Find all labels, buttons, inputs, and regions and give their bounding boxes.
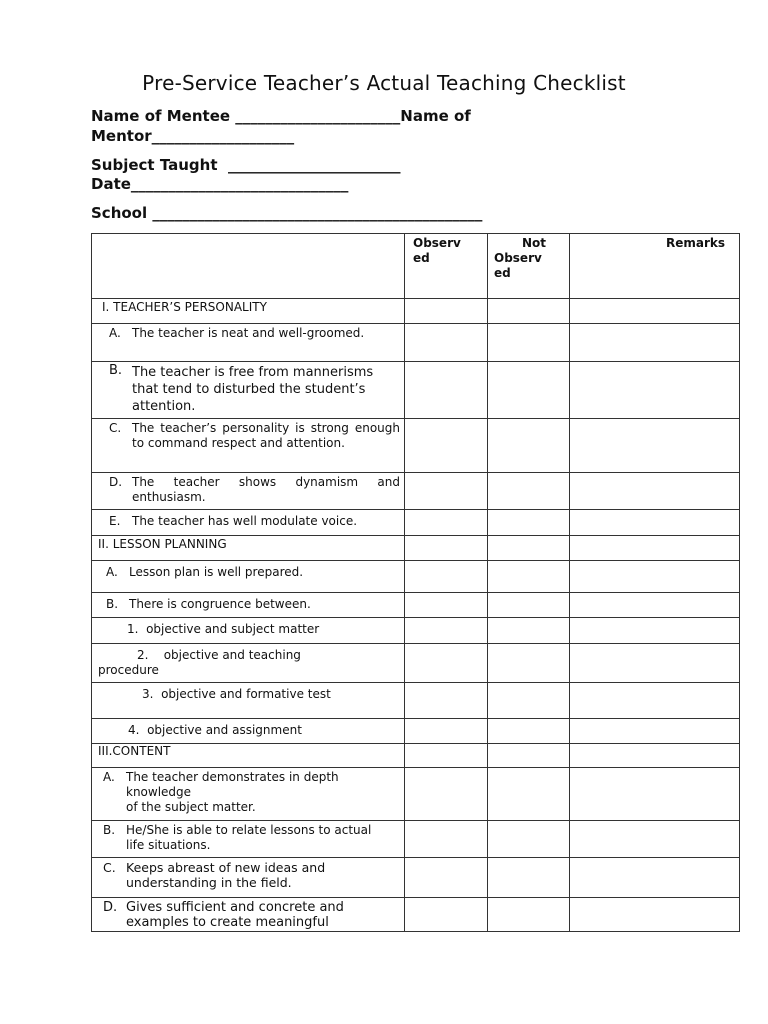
remarks-cell[interactable] <box>570 744 740 768</box>
criterion-cell <box>92 898 405 932</box>
date-blank: _____________________________ <box>130 175 349 193</box>
remarks-cell[interactable] <box>570 644 740 683</box>
remarks-cell[interactable] <box>570 683 740 719</box>
observed-cell[interactable] <box>405 362 488 419</box>
observed-cell[interactable] <box>405 561 488 593</box>
not-observed-cell[interactable] <box>488 644 570 683</box>
not-observed-cell[interactable] <box>488 473 570 510</box>
remarks-cell[interactable] <box>570 561 740 593</box>
observed-cell[interactable] <box>405 324 488 362</box>
table-row <box>92 561 740 593</box>
mentee-label: Name of Mentee <box>91 107 231 125</box>
remarks-cell[interactable] <box>570 419 740 473</box>
item-label: C. <box>109 421 122 435</box>
remarks-cell[interactable] <box>570 473 740 510</box>
mentor-blank: ___________________ <box>151 127 295 145</box>
remarks-cell[interactable] <box>570 858 740 898</box>
school-blank: ____________________________________________ <box>152 204 483 222</box>
date-field <box>91 174 531 194</box>
mentee-field <box>91 106 531 126</box>
not-observed-cell[interactable] <box>488 324 570 362</box>
not-observed-cell[interactable] <box>488 536 570 561</box>
sub-item-label: 4. <box>128 723 140 737</box>
criterion-cell <box>92 644 405 683</box>
section-row <box>92 744 740 768</box>
remarks-cell[interactable] <box>570 719 740 744</box>
item-text: The teacher has well modulate voice. <box>132 514 358 528</box>
table-row <box>92 821 740 858</box>
item-text-cont: knowledge <box>126 785 192 799</box>
not-observed-cell[interactable] <box>488 299 570 324</box>
not-observed-cell[interactable] <box>488 561 570 593</box>
header-not-observed: Not Observ ed <box>488 234 570 299</box>
subject-field <box>91 155 531 175</box>
not-observed-cell[interactable] <box>488 618 570 644</box>
observed-cell[interactable] <box>405 821 488 858</box>
remarks-cell[interactable] <box>570 898 740 932</box>
criterion-cell <box>92 362 405 419</box>
table-row <box>92 719 740 744</box>
not-observed-cell[interactable] <box>488 768 570 821</box>
item-label: D. <box>109 475 123 489</box>
date-label: Date <box>91 175 131 193</box>
header-remarks: Remarks <box>570 234 740 299</box>
table-row <box>92 419 740 473</box>
mentor-field <box>91 126 531 146</box>
table-row <box>92 898 740 932</box>
criterion-cell <box>92 419 405 473</box>
section-title: I. TEACHER’S PERSONALITY <box>92 299 405 324</box>
sub-item-label: 3. <box>142 687 154 701</box>
criterion-cell <box>92 618 405 644</box>
observed-cell[interactable] <box>405 858 488 898</box>
criterion-cell <box>92 768 405 821</box>
not-observed-cell[interactable] <box>488 683 570 719</box>
remarks-cell[interactable] <box>570 362 740 419</box>
observed-cell[interactable] <box>405 299 488 324</box>
remarks-cell[interactable] <box>570 510 740 536</box>
sub-item-label: 1. <box>127 622 139 636</box>
sub-item-text-cont: procedure <box>98 663 159 677</box>
table-row <box>92 510 740 536</box>
criterion-cell <box>92 324 405 362</box>
not-observed-cell[interactable] <box>488 593 570 618</box>
sub-item-text: objective and formative test <box>161 687 331 701</box>
table-row <box>92 768 740 821</box>
item-text: The teacher is neat and well-groomed. <box>132 326 365 340</box>
observed-cell[interactable] <box>405 768 488 821</box>
item-text: He/She is able to relate lessons to actual life situations. <box>126 823 372 852</box>
item-text: The teacher demonstrates in depth <box>126 770 339 784</box>
sub-item-text: objective and teaching <box>163 648 301 662</box>
criterion-cell <box>92 719 405 744</box>
table-row <box>92 473 740 510</box>
not-observed-cell[interactable] <box>488 898 570 932</box>
item-label: A. <box>106 565 118 579</box>
item-label: C. <box>103 860 116 875</box>
item-label: A. <box>103 770 115 784</box>
table-row <box>92 324 740 362</box>
not-observed-cell[interactable] <box>488 719 570 744</box>
section-title: II. LESSON PLANNING <box>92 536 405 561</box>
criterion-cell <box>92 593 405 618</box>
header-criteria-cell <box>92 234 405 299</box>
item-label: A. <box>109 326 121 340</box>
section-row <box>92 536 740 561</box>
mentee-blank: ______________________ <box>235 107 401 125</box>
table-row <box>92 362 740 419</box>
item-label: B. <box>103 823 116 837</box>
criterion-cell <box>92 858 405 898</box>
school-label: School <box>91 204 148 222</box>
item-text: The teacher shows dynamism and enthusiasm. <box>132 475 400 504</box>
observed-cell[interactable] <box>405 510 488 536</box>
item-label: B. <box>106 597 119 611</box>
table-row <box>92 593 740 618</box>
observed-cell[interactable] <box>405 683 488 719</box>
not-observed-cell[interactable] <box>488 362 570 419</box>
remarks-cell[interactable] <box>570 618 740 644</box>
observed-cell[interactable] <box>405 473 488 510</box>
remarks-cell[interactable] <box>570 593 740 618</box>
item-label: D. <box>103 900 118 915</box>
table-row <box>92 683 740 719</box>
item-text: Gives sufficient and concrete and examples to create meaningful <box>126 900 344 930</box>
item-label: B. <box>109 363 123 378</box>
observed-cell[interactable] <box>405 744 488 768</box>
not-observed-cell[interactable] <box>488 821 570 858</box>
table-row <box>92 858 740 898</box>
header-observed: Observ ed <box>405 234 488 299</box>
section-title: III.CONTENT <box>92 744 405 768</box>
observed-cell[interactable] <box>405 593 488 618</box>
observed-cell[interactable] <box>405 419 488 473</box>
criterion-cell <box>92 510 405 536</box>
table-row <box>92 618 740 644</box>
criterion-cell <box>92 561 405 593</box>
remarks-cell[interactable] <box>570 821 740 858</box>
remarks-cell[interactable] <box>570 536 740 561</box>
subject-blank: _______________________ <box>227 156 401 174</box>
remarks-cell[interactable] <box>570 299 740 324</box>
item-text: Lesson plan is well prepared. <box>129 565 304 579</box>
criterion-cell <box>92 683 405 719</box>
sub-item-label: 2. <box>137 648 149 662</box>
not-observed-cell[interactable] <box>488 858 570 898</box>
sub-item-text: objective and subject matter <box>146 622 320 636</box>
item-text: The teacher’s personality is strong enough to command respect and attention. <box>132 421 400 450</box>
criterion-cell <box>92 821 405 858</box>
item-text-cont: of the subject matter. <box>126 800 256 814</box>
not-observed-cell[interactable] <box>488 744 570 768</box>
criterion-cell <box>92 473 405 510</box>
not-observed-cell[interactable] <box>488 419 570 473</box>
section-row <box>92 299 740 324</box>
school-field <box>91 203 531 223</box>
header-row <box>92 234 740 299</box>
remarks-cell[interactable] <box>570 768 740 821</box>
mentor-label-part1: Name of <box>400 107 471 125</box>
observed-cell[interactable] <box>405 719 488 744</box>
observed-cell[interactable] <box>405 536 488 561</box>
observed-cell[interactable] <box>405 898 488 932</box>
observed-cell[interactable] <box>405 618 488 644</box>
remarks-cell[interactable] <box>570 324 740 362</box>
item-text: There is congruence between. <box>129 597 311 611</box>
observed-cell[interactable] <box>405 644 488 683</box>
item-label: E. <box>109 514 121 528</box>
item-text: Keeps abreast of new ideas and understanding in the field. <box>126 860 326 890</box>
subject-label: Subject Taught <box>91 156 218 174</box>
table-row <box>92 644 740 683</box>
mentor-label-part2: Mentor <box>91 127 152 145</box>
not-observed-cell[interactable] <box>488 510 570 536</box>
item-text: The teacher is free from mannerisms that tend to disturbed the student’s attention. <box>132 365 374 414</box>
sub-item-text: objective and assignment <box>147 723 302 737</box>
checklist-table <box>91 233 740 932</box>
document-title: Pre-Service Teacher’s Actual Teaching Checklist <box>142 71 626 95</box>
